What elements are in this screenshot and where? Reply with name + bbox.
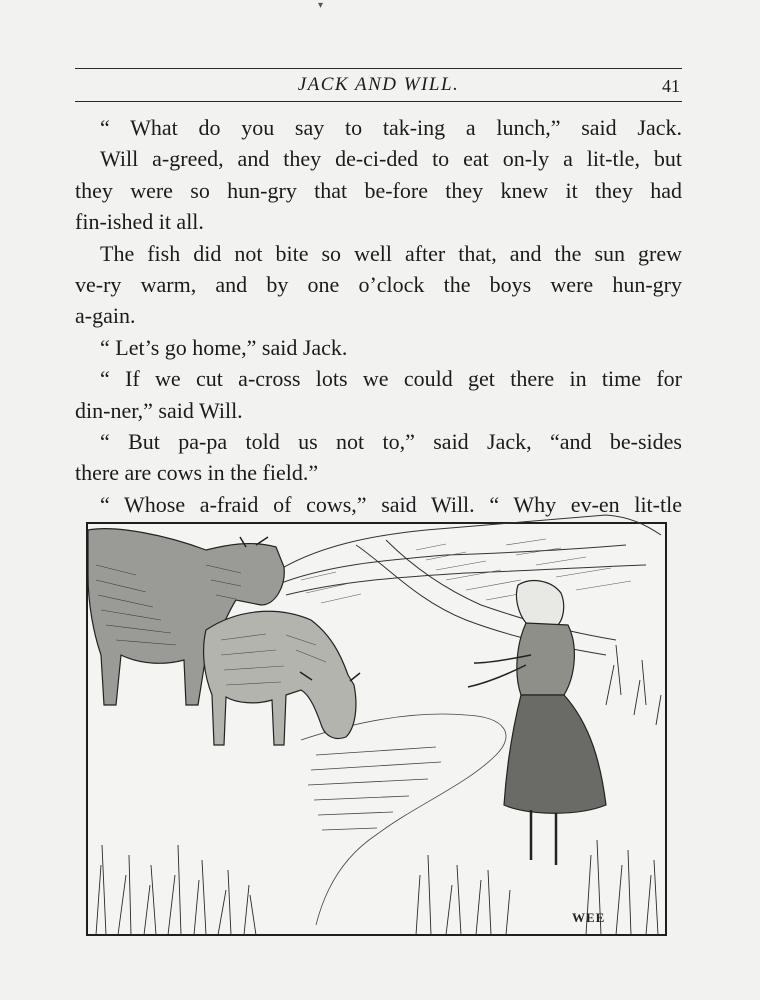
text-line: din-ner,” said Will. <box>75 397 243 423</box>
text-line: ve-ry warm, and by one o’clock the boys were hun-gry <box>75 271 682 297</box>
text-line: “ But pa-pa told us not to,” said Jack, “and be-sides <box>100 428 682 454</box>
running-title: JACK AND WILL. <box>297 74 460 95</box>
body-text <box>75 112 682 520</box>
text-line: there are cows in the field.” <box>75 460 319 486</box>
engraving-illustration <box>86 505 668 937</box>
text-line: “ Whose a-fraid of cows,” said Will. “ Why ev-en lit-tle <box>100 491 682 517</box>
text-line: fin-ished it all. <box>75 209 204 235</box>
text-line: “ Let’s go home,” said Jack. <box>100 334 348 360</box>
text-line: “ What do you say to tak-ing a lunch,” said Jack. <box>100 115 682 140</box>
text-line: a-gain. <box>75 303 136 329</box>
page-number: 41 <box>662 76 680 96</box>
header-rule-bottom <box>75 101 682 102</box>
text-line: “ If we cut a-cross lots we could get there in time for <box>100 366 682 392</box>
header-rule-top <box>75 68 682 69</box>
text-line: The fish did not bite so well after that, and the sun grew <box>100 240 682 266</box>
engraver-signature: WEE <box>572 910 606 925</box>
text-line: they were so hun-gry that be-fore they knew it they had <box>75 177 682 203</box>
printer-mark: ▾ <box>318 0 324 11</box>
text-line: Will a-greed, and they de-ci-ded to eat on-ly a lit-tle, but <box>100 146 682 172</box>
